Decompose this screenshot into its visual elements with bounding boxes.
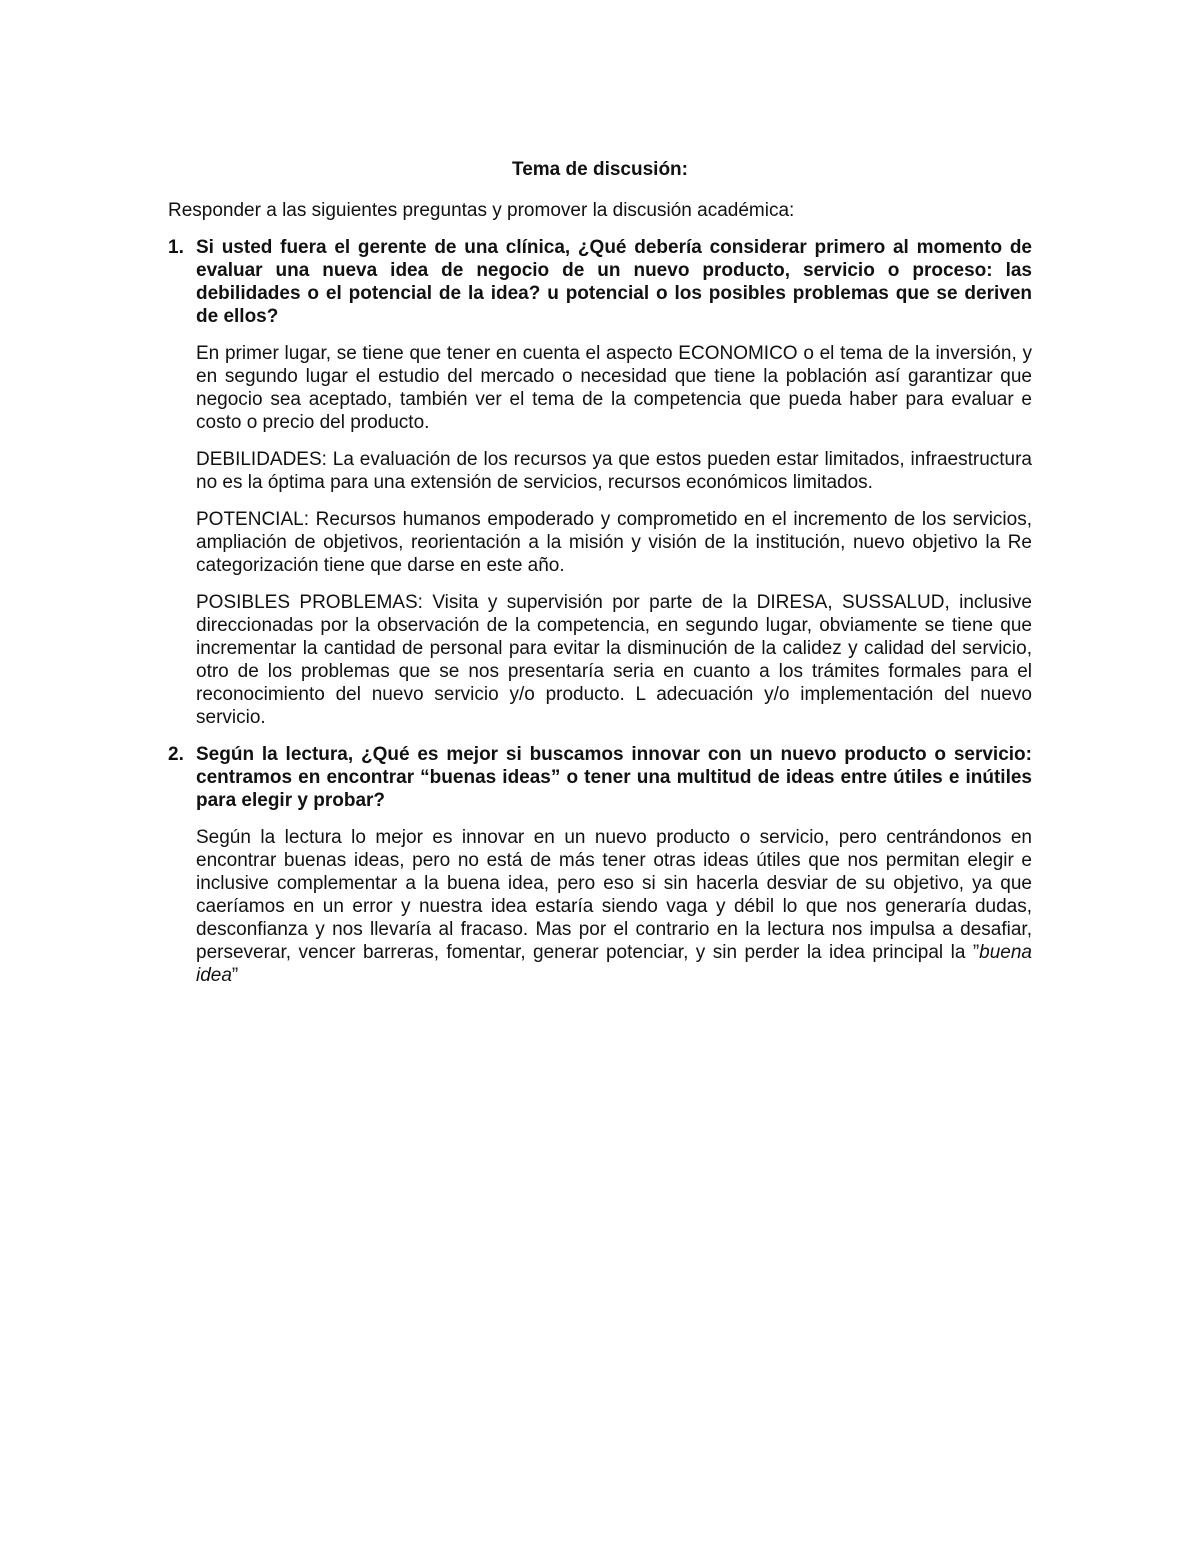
- answer-2-quote-open: ”: [972, 942, 980, 963]
- answer-1-paragraph-posibles-problemas: POSIBLES PROBLEMAS: Visita y supervisión por parte de la DIRESA, SUSSALUD, inclusive direccionadas por la observación de la competencia, en segundo lugar, obviamente se tiene que incrementar la cantidad de personal para evitar la disminución de la calidez y calidad del servicio, otro de los problemas que se nos presentaría seria en cuanto a los trámites formales para el reconocimiento del nuevo servicio y/o producto. L adecuación y/o implementación del nuevo servicio.: [196, 592, 1032, 728]
- answer-1-paragraph-debilidades: DEBILIDADES: La evaluación de los recursos ya que estos pueden estar limitados, infraestructura no es la óptima para una extensión de servicios, recursos económicos limitados.: [196, 449, 1032, 493]
- intro-paragraph: Responder a las siguientes preguntas y promover la discusión académica:: [168, 200, 795, 221]
- question-1-number: 1.: [168, 237, 184, 258]
- answer-2-quote-close: ”: [231, 965, 239, 986]
- answer-2-text: Según la lectura lo mejor es innovar en un nuevo producto o servicio, pero centrándonos en encontrar buenas ideas, pero no está de más tener otras ideas útiles que nos permitan elegir e inclusive complementar a la buena idea, pero eso si sin hacerla desviar de su objetivo, ya que caeríamos en un error y nuestra idea estaría siendo vaga y débil lo que nos generaría dudas, desconfianza y nos llevaría al fracaso. Mas por el contrario en la lectura nos impulsa a desafiar, perseverar, vencer barreras, fomentar, generar potenciar, y sin perder la idea principal la: [196, 827, 1032, 963]
- question-1: [168, 236, 1032, 328]
- answer-1-paragraph-1: En primer lugar, se tiene que tener en cuenta el aspecto ECONOMICO o el tema de la inversión, y en segundo lugar el estudio del mercado o necesidad que tiene la población así garantizar que negocio sea aceptado, también ver el tema de la competencia que pueda haber para evaluar e costo o precio del producto.: [196, 343, 1032, 433]
- answer-2-paragraph: [196, 826, 1032, 987]
- question-2-number: 2.: [168, 744, 184, 765]
- document-page: [168, 158, 1032, 987]
- answer-2-emphasis: buena idea: [196, 942, 1032, 986]
- question-2: [168, 743, 1032, 812]
- document-title: Tema de discusión:: [512, 159, 688, 180]
- answer-1-paragraph-potencial: POTENCIAL: Recursos humanos empoderado y comprometido en el incremento de los servicios, ampliación de objetivos, reorientación a la misión y visión de la institución, nuevo objetivo la Re categorización tiene que darse en este año.: [196, 509, 1032, 576]
- question-1-text: Si usted fuera el gerente de una clínica, ¿Qué debería considerar primero al momento de evaluar una nueva idea de negocio de un nuevo producto, servicio o proceso: las debilidades o el potencial de la idea? u potencial o los posibles problemas que se deriven de ellos?: [196, 237, 1032, 327]
- question-2-text: Según la lectura, ¿Qué es mejor si buscamos innovar con un nuevo producto o servicio: centramos en encontrar “buenas ideas” o tener una multitud de ideas entre útiles e inútiles para elegir y probar?: [196, 744, 1032, 811]
